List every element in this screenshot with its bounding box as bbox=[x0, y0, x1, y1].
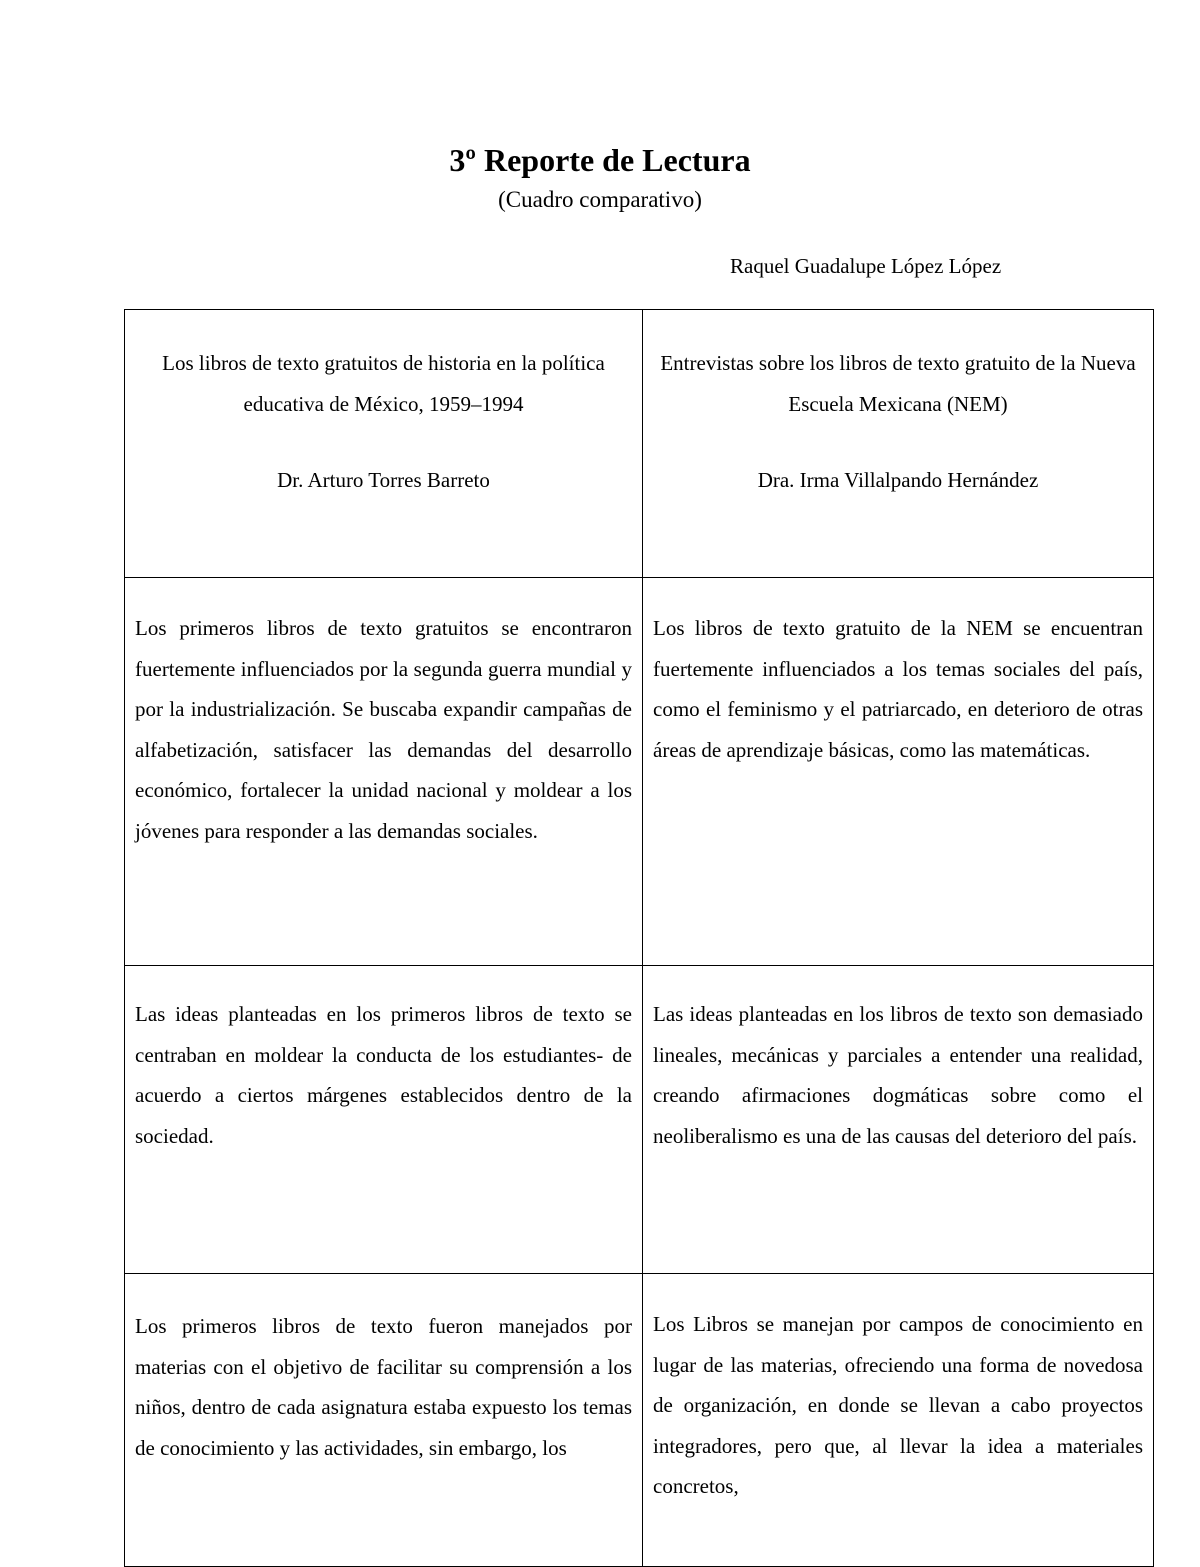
table-cell-left: Los primeros libros de texto gratuitos se encontraron fuertemente influenciados por la segunda guerra mundial y por la industrialización. Se buscaba expandir campañas de alfabetización, satisfacer las demandas del desarrollo económico, fortalecer la unidad nacional y moldear a los jóvenes para responder a las demandas sociales. bbox=[125, 578, 643, 966]
table-row bbox=[125, 1274, 1154, 1567]
document-title: 3º Reporte de Lectura bbox=[449, 142, 751, 178]
table-row bbox=[125, 966, 1154, 1274]
table-cell-left: Los primeros libros de texto fueron manejados por materias con el objetivo de facilitar su comprensión a los niños, dentro de cada asignatura estaba expuesto los temas de conocimiento y las actividades, sin embargo, los bbox=[125, 1274, 643, 1567]
table-cell-left: Las ideas planteadas en los primeros libros de texto se centraban en moldear la conducta de los estudiantes- de acuerdo a ciertos márgenes establecidos dentro de la sociedad. bbox=[125, 966, 643, 1274]
author-name: Raquel Guadalupe López López bbox=[730, 254, 1002, 278]
table-cell-right: Los libros de texto gratuito de la NEM se encuentran fuertemente influenciados a los temas sociales del país, como el feminismo y el patriarcado, en deterioro de otras áreas de aprendizaje básicas, como las matemáticas. bbox=[643, 578, 1154, 966]
document-subtitle: (Cuadro comparativo) bbox=[498, 187, 702, 212]
table-cell-right: Las ideas planteadas en los libros de texto son demasiado lineales, mecánicas y parciales a entender una realidad, creando afirmaciones dogmáticas sobre como el neoliberalismo es una de las causas del deterioro del país. bbox=[643, 966, 1154, 1274]
table-row bbox=[125, 578, 1154, 966]
comparison-table bbox=[124, 309, 1143, 1499]
header-right-author: Dra. Irma Villalpando Hernández bbox=[757, 468, 1039, 493]
header-cell-left bbox=[125, 310, 643, 578]
table-header-row bbox=[125, 310, 1154, 578]
header-right-title: Entrevistas sobre los libros de texto gratuito de la Nueva Escuela Mexicana (NEM) bbox=[660, 351, 1136, 416]
header-left-title: Los libros de texto gratuitos de historia en la política educativa de México, 1959–1994 bbox=[162, 351, 605, 416]
header-left-author: Dr. Arturo Torres Barreto bbox=[277, 468, 490, 493]
table-cell-right: Los Libros se manejan por campos de conocimiento en lugar de las materias, ofreciendo una forma de novedosa de organización, en donde se llevan a cabo proyectos integradores, pero que, al llevar la idea a materiales concretos, bbox=[643, 1274, 1154, 1567]
header-cell-right bbox=[643, 310, 1154, 578]
